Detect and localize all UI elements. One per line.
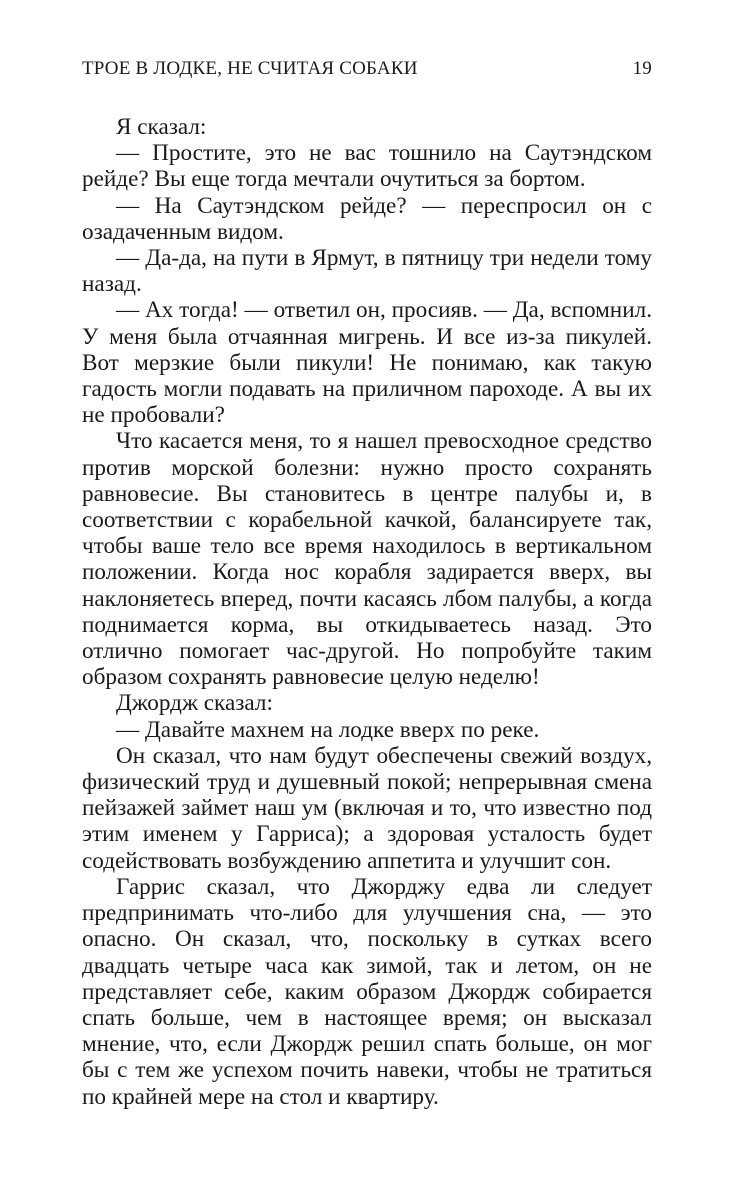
paragraph: — Да-да, на пути в Ярмут, в пятницу три недели тому назад. (82, 245, 652, 298)
paragraph: Гаррис сказал, что Джорджу едва ли следует предпринимать что-либо для улучшения сна, — это опасно. Он сказал, что, поскольку в сутках всего двадцать четыре часа как зимой, так и летом, он не представляет себе, каким образом Джордж собирается спать больше, чем в настоящее время; он высказал мнение, что, если Джордж решил спать больше, он мог бы с тем же успехом почить навеки, чтобы не тратиться по крайней мере на стол и квартиру. (82, 873, 652, 1110)
running-head (82, 58, 652, 86)
paragraph: Что касается меня, то я нашел превосходное средство против морской болезни: нужно просто сохранять равновесие. Вы становитесь в центре палубы и, в соответствии с корабельной качкой, балансируете так, чтобы ваше тело все время находилось в вертикальном положении. Когда нос корабля задирается вверх, вы наклоняетесь вперед, почти касаясь лбом палубы, а когда поднимается корма, вы откидываетесь назад. Это отлично помогает час-другой. Но попробуйте таким образом сохранять равновесие целую неделю! (82, 428, 652, 691)
book-page (82, 0, 652, 1181)
page-number: 19 (632, 58, 652, 79)
paragraph: — Давайте махнем на лодке вверх по реке. (116, 716, 540, 743)
body-text (82, 114, 652, 1110)
running-title: ТРОЕ В ЛОДКЕ, НЕ СЧИТАЯ СОБАКИ (82, 58, 418, 79)
paragraph: — Ах тогда! — ответил он, просияв. — Да, вспомнил. У меня была отчаянная мигрень. И все из-за пикулей. Вот мерзкие были пикули! Не понимаю, как такую гадость могли подавать на приличном пароходе. А вы их не пробовали? (82, 297, 652, 429)
paragraph: Я сказал: (116, 114, 207, 140)
paragraph: — Простите, это не вас тошнило на Саутэндском рейде? Вы еще тогда мечтали очутиться за бортом. (82, 140, 652, 193)
paragraph: Джордж сказал: (116, 690, 273, 717)
paragraph: Он сказал, что нам будут обеспечены свежий воздух, физический труд и душевный покой; непрерывная смена пейзажей займет наш ум (включая и то, что известно под этим именем у Гарриса); а здоровая усталость будет содействовать возбуждению аппетита и улучшит сон. (82, 742, 652, 874)
paragraph: — На Саутэндском рейде? — переспросил он с озадаченным видом. (82, 192, 652, 245)
